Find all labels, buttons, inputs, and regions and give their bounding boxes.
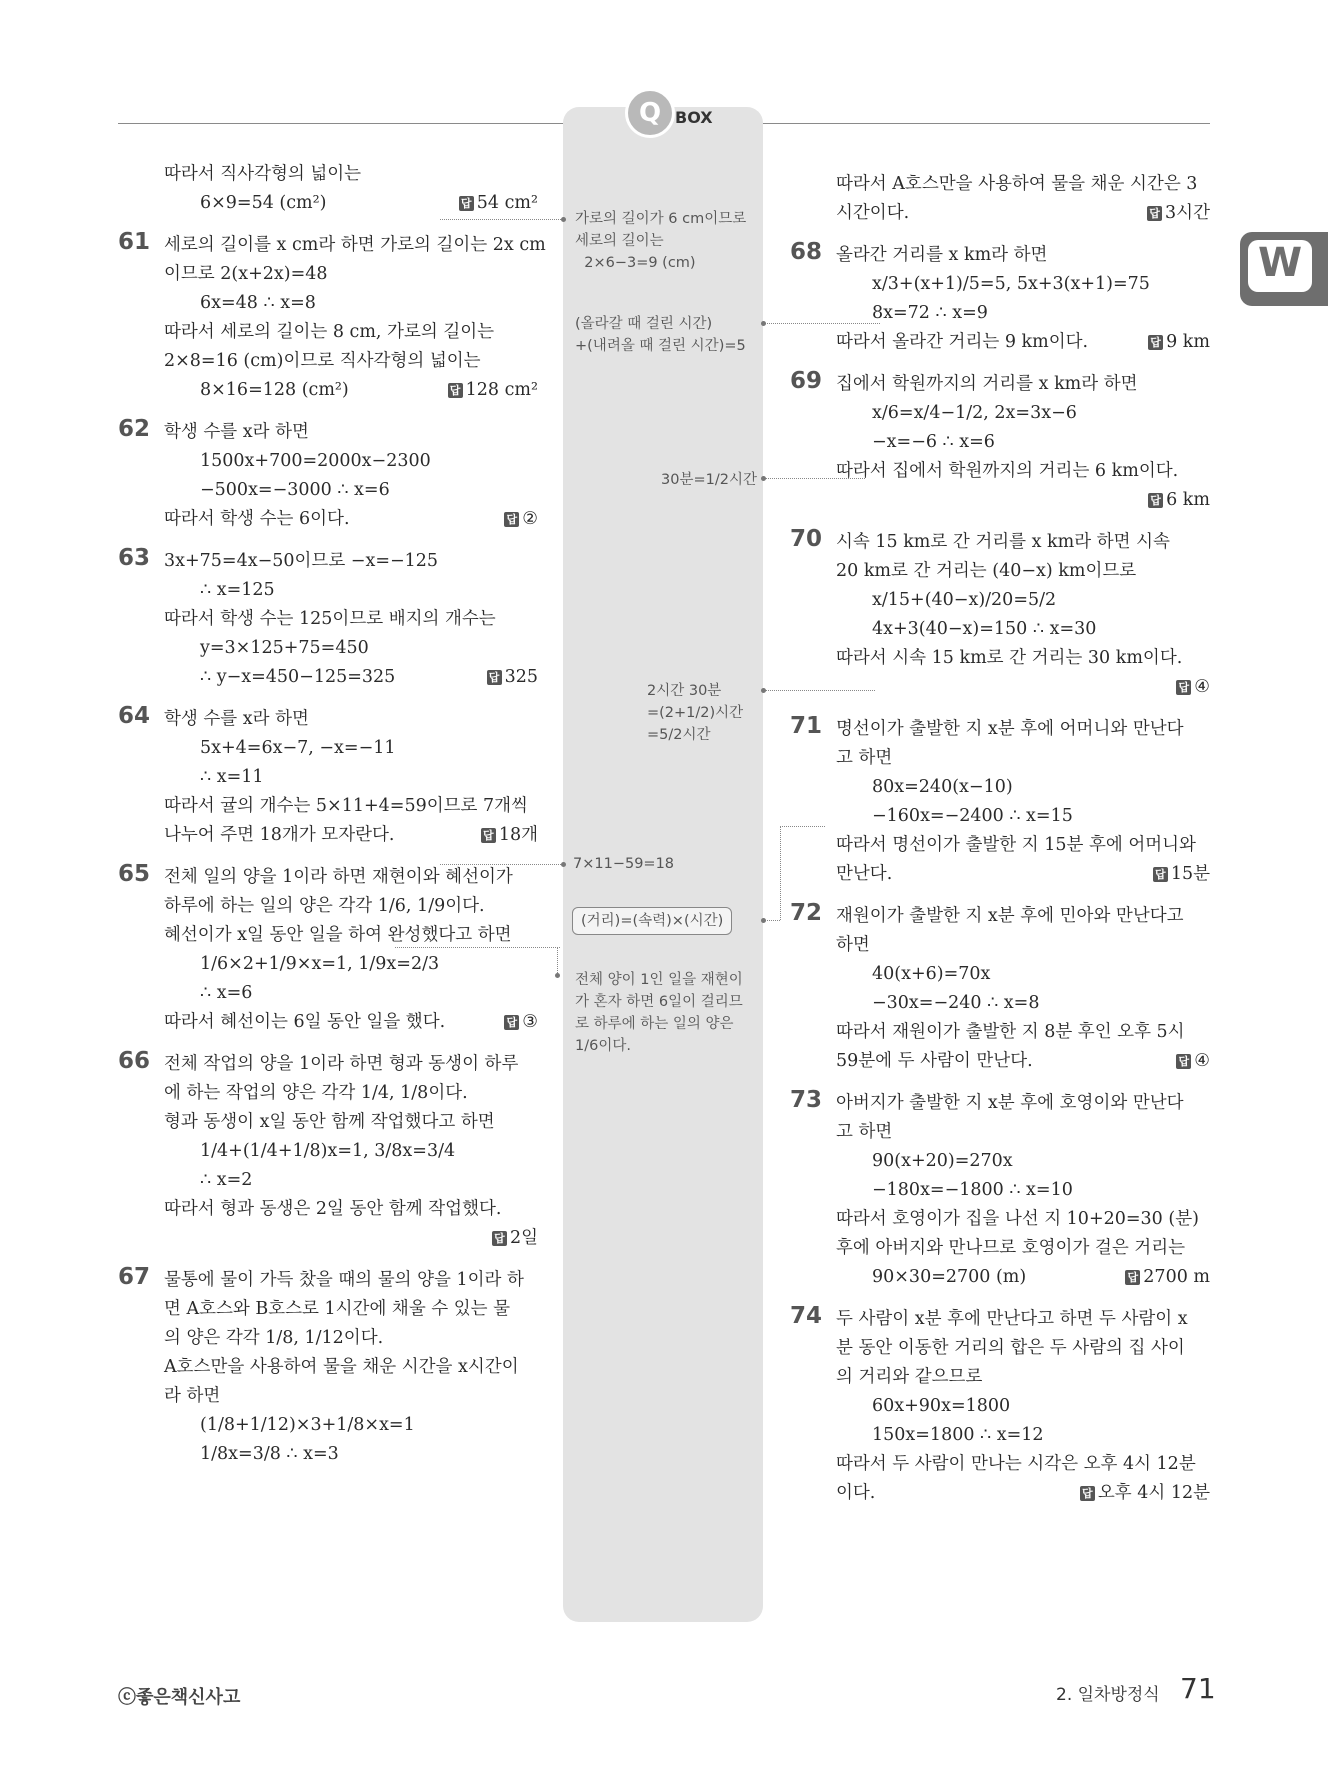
answer-text: 9 km	[1166, 332, 1210, 352]
solution-line	[836, 528, 1210, 557]
solution-line	[836, 744, 1210, 773]
right-column	[790, 170, 1210, 1521]
solution-line	[164, 505, 538, 534]
answer-label	[1125, 1263, 1210, 1292]
solution-line	[836, 644, 1210, 673]
solution-text: −180x=−1800 ∴ x=10	[872, 1180, 1073, 1200]
solution-text: 고 하면	[836, 748, 893, 768]
answer-label	[1176, 673, 1210, 702]
problem-continued	[790, 170, 1210, 228]
leader-line	[765, 478, 865, 479]
leader-dot	[761, 321, 766, 326]
solution-line	[164, 318, 538, 347]
solution-line	[164, 260, 538, 289]
problem-66	[118, 1050, 538, 1253]
answer-icon: 답	[504, 512, 519, 527]
solution-text: 150x=1800 ∴ x=12	[872, 1425, 1044, 1445]
qbox-q-icon: Q	[625, 88, 675, 138]
problem-number: 61	[118, 229, 151, 255]
solution-line	[836, 1421, 1210, 1450]
solution-line	[164, 821, 538, 850]
answer-text: 18개	[498, 825, 538, 845]
solution-text: 만난다.	[836, 864, 893, 884]
solution-text: 혜선이가 x일 동안 일을 하여 완성했다고 하면	[164, 925, 512, 945]
solution-line	[164, 347, 538, 376]
qbox-note-rect-height: 가로의 길이가 6 cm이므로 세로의 길이는 2×6−3=9 (cm)	[575, 211, 747, 271]
solution-text: −500x=−3000 ∴ x=6	[200, 480, 390, 500]
answer-text: 오후 4시 12분	[1097, 1483, 1210, 1503]
solution-line	[164, 547, 538, 576]
solution-text: 따라서 세로의 길이는 8 cm, 가로의 길이는	[164, 322, 495, 342]
problem-63	[118, 547, 538, 692]
solution-text: 세로의 길이를 x cm라 하면 가로의 길이는 2x cm	[164, 235, 546, 255]
solution-text: 학생 수를 x라 하면	[164, 422, 309, 442]
problem-number: 64	[118, 703, 151, 729]
solution-line	[836, 1089, 1210, 1118]
solution-line	[164, 1008, 538, 1037]
answer-icon: 답	[1176, 680, 1191, 695]
problem-69	[790, 370, 1210, 515]
solution-line	[836, 1205, 1210, 1234]
solution-text: 1/6×2+1/9×x=1, 1/9x=2/3	[200, 954, 440, 974]
solution-line	[836, 1305, 1210, 1334]
solution-line	[164, 1166, 538, 1195]
solution-line	[164, 921, 538, 950]
solution-line	[836, 1047, 1210, 1076]
solution-line	[164, 1050, 538, 1079]
solution-text: ∴ y−x=450−125=325	[200, 667, 396, 687]
solution-text: 5x+4=6x−7, −x=−11	[200, 738, 396, 758]
solution-line	[164, 160, 538, 189]
solution-line	[164, 1266, 538, 1295]
problem-number: 63	[118, 545, 151, 571]
solution-line	[164, 792, 538, 821]
solution-line	[164, 476, 538, 505]
problem-number: 65	[118, 861, 151, 887]
answer-text: 3시간	[1165, 203, 1210, 223]
solution-text: −160x=−2400 ∴ x=15	[872, 806, 1073, 826]
solution-text: 분 동안 이동한 거리의 합은 두 사람의 집 사이	[836, 1338, 1185, 1358]
solution-line	[164, 892, 538, 921]
problem-number: 74	[790, 1303, 823, 1329]
solution-text: 따라서 A호스만을 사용하여 물을 채운 시간은 3	[836, 174, 1198, 194]
solution-text: 라 하면	[164, 1386, 221, 1406]
solution-line	[164, 1382, 538, 1411]
problem-body	[164, 863, 538, 1037]
solution-text: 1500x+700=2000x−2300	[200, 451, 431, 471]
chapter-footer: 2. 일차방정식	[1056, 1685, 1160, 1705]
solution-line	[836, 931, 1210, 960]
left-column	[118, 160, 546, 1482]
solution-text: 60x+90x=1800	[872, 1396, 1011, 1416]
problem-body	[836, 370, 1210, 515]
problem-70	[790, 528, 1210, 702]
header-rule-right	[763, 123, 1210, 124]
solution-text: 따라서 학생 수는 6이다.	[164, 509, 350, 529]
solution-line	[164, 1108, 538, 1137]
solution-line	[836, 241, 1210, 270]
solution-text: 시간이다.	[836, 203, 910, 223]
problem-number: 67	[118, 1264, 151, 1290]
solution-line	[836, 715, 1210, 744]
solution-text: 따라서 직사각형의 넓이는	[164, 164, 362, 184]
answer-label	[492, 1224, 538, 1253]
solution-line	[836, 860, 1210, 889]
answer-icon: 답	[1125, 1270, 1140, 1285]
solution-text: 물통에 물이 가득 찼을 때의 물의 양을 1이라 하	[164, 1270, 524, 1290]
solution-text: −30x=−240 ∴ x=8	[872, 993, 1040, 1013]
solution-text: 시속 15 km로 간 거리를 x km라 하면 시속	[836, 532, 1170, 552]
qbox-note-time-sum: (올라갈 때 걸린 시간) +(내려올 때 걸린 시간)=5	[575, 316, 746, 354]
solution-line	[164, 734, 538, 763]
problem-body	[836, 715, 1210, 889]
problem-number: 62	[118, 416, 151, 442]
problem-67	[118, 1266, 538, 1469]
leader-line	[780, 826, 781, 920]
solution-line	[836, 1176, 1210, 1205]
solution-line	[836, 399, 1210, 428]
problem-body	[836, 1089, 1210, 1292]
solution-line	[164, 1195, 538, 1224]
leader-dot	[761, 918, 766, 923]
solution-text: 두 사람이 x분 후에 만난다고 하면 두 사람이 x	[836, 1309, 1188, 1329]
problem-61	[118, 229, 546, 405]
solution-text: 2×8=16 (cm)이므로 직사각형의 넓이는	[164, 351, 481, 371]
problem-64	[118, 705, 538, 850]
solution-text: ∴ x=2	[200, 1170, 253, 1190]
leader-line	[440, 219, 565, 220]
solution-line	[836, 370, 1210, 399]
solution-text: 하면	[836, 935, 870, 955]
solution-line	[836, 1363, 1210, 1392]
solution-text: −x=−6 ∴ x=6	[872, 432, 995, 452]
answer-label	[1080, 1479, 1210, 1508]
answer-icon: 답	[1080, 1486, 1095, 1501]
leader-line	[765, 323, 880, 324]
answer-icon: 답	[504, 1015, 519, 1030]
qbox-note-30min: 30분=1/2시간	[661, 472, 757, 488]
solution-text: y=3×125+75=450	[200, 638, 369, 658]
solution-line	[164, 418, 538, 447]
problem-72	[790, 902, 1210, 1076]
answer-label	[1148, 486, 1210, 515]
solution-line	[164, 576, 538, 605]
solution-line	[836, 1334, 1210, 1363]
solution-text: 6x=48 ∴ x=8	[200, 293, 316, 313]
answer-icon: 답	[481, 828, 496, 843]
page-number: 71	[1180, 1672, 1216, 1705]
solution-text: 명선이가 출발한 지 x분 후에 어머니와 만난다	[836, 719, 1184, 739]
leader-line	[765, 690, 875, 691]
answer-text: ②	[522, 509, 538, 529]
solution-line	[836, 615, 1210, 644]
problem-number: 68	[790, 239, 823, 265]
answer-icon: 답	[1153, 867, 1168, 882]
solution-text: 올라간 거리를 x km라 하면	[836, 245, 1048, 265]
leader-line	[780, 826, 825, 827]
solution-line	[164, 1079, 538, 1108]
solution-line	[164, 1353, 538, 1382]
answer-text: ③	[522, 1012, 538, 1032]
solution-line	[164, 289, 538, 318]
answer-label	[504, 1008, 538, 1037]
problem-body	[164, 160, 538, 218]
solution-text: 1/8x=3/8 ∴ x=3	[200, 1444, 339, 1464]
solution-text: 의 양은 각각 1/8, 1/12이다.	[164, 1328, 384, 1348]
problem-68	[790, 241, 1210, 357]
qbox-label: BOX	[675, 108, 713, 127]
qbox-note-distance-formula: (거리)=(속력)×(시간)	[572, 907, 732, 935]
leader-dot	[561, 862, 566, 867]
solution-text: 에 하는 작업의 양은 각각 1/4, 1/8이다.	[164, 1083, 468, 1103]
solution-text: ∴ x=11	[200, 767, 264, 787]
answer-label	[481, 821, 538, 850]
solution-line	[164, 1411, 538, 1440]
leader-line	[395, 947, 560, 948]
answer-label	[504, 505, 538, 534]
leader-dot	[761, 688, 766, 693]
solution-line	[836, 486, 1210, 515]
solution-text: 3x+75=4x−50이므로 −x=−125	[164, 551, 439, 571]
answer-icon: 답	[1148, 493, 1163, 508]
answer-icon: 답	[492, 1231, 507, 1246]
solution-line	[164, 1324, 538, 1353]
w-icon: W	[1248, 240, 1312, 292]
problem-73	[790, 1089, 1210, 1292]
solution-text: ∴ x=125	[200, 580, 275, 600]
answer-icon: 답	[487, 670, 502, 685]
solution-text: 따라서 재원이가 출발한 지 8분 후인 오후 5시	[836, 1022, 1185, 1042]
solution-line	[836, 1018, 1210, 1047]
answer-icon: 답	[1176, 1054, 1191, 1069]
solution-line	[836, 1263, 1210, 1292]
answer-text: 128 cm²	[465, 380, 538, 400]
solution-text: 고 하면	[836, 1122, 893, 1142]
answer-text: ④	[1194, 677, 1210, 697]
problem-body	[164, 231, 546, 405]
answer-text: ④	[1194, 1051, 1210, 1071]
solution-text: x/6=x/4−1/2, 2x=3x−6	[872, 403, 1077, 423]
answer-text: 325	[504, 667, 538, 687]
problem-number: 66	[118, 1048, 151, 1074]
solution-text: 따라서 시속 15 km로 간 거리는 30 km이다.	[836, 648, 1183, 668]
problem-body	[164, 418, 538, 534]
answer-icon: 답	[448, 383, 463, 398]
solution-text: 59분에 두 사람이 만난다.	[836, 1051, 1033, 1071]
solution-text: ∴ x=6	[200, 983, 253, 1003]
solution-text: x/3+(x+1)/5=5, 5x+3(x+1)=75	[872, 274, 1150, 294]
leader-dot	[761, 476, 766, 481]
solution-text: 따라서 호영이가 집을 나선 지 10+20=30 (분)	[836, 1209, 1199, 1229]
leader-dot	[555, 973, 560, 978]
solution-line	[164, 231, 546, 260]
problem-number: 70	[790, 526, 823, 552]
solution-line	[836, 989, 1210, 1018]
solution-line	[836, 299, 1210, 328]
solution-text: 20 km로 간 거리는 (40−x) km이므로	[836, 561, 1137, 581]
solution-line	[164, 863, 538, 892]
solution-text: 따라서 명선이가 출발한 지 15분 후에 어머니와	[836, 835, 1196, 855]
answer-text: 2700 m	[1143, 1267, 1210, 1287]
solution-text: 따라서 귤의 개수는 5×11+4=59이므로 7개씩	[164, 796, 528, 816]
problem-62	[118, 418, 538, 534]
solution-text: 이다.	[836, 1483, 876, 1503]
answer-text: 2일	[509, 1228, 538, 1248]
publisher-footer: ⓒ좋은책신사고	[118, 1687, 241, 1708]
solution-line	[164, 447, 538, 476]
solution-line	[836, 270, 1210, 299]
solution-text: (1/8+1/12)×3+1/8×x=1	[200, 1415, 415, 1435]
answer-label	[1176, 1047, 1210, 1076]
solution-line	[164, 1137, 538, 1166]
answer-text: 6 km	[1166, 490, 1210, 510]
answer-text: 54 cm²	[476, 193, 538, 213]
solution-line	[164, 189, 538, 218]
solution-text: 이므로 2(x+2x)=48	[164, 264, 328, 284]
problem-number: 71	[790, 713, 823, 739]
solution-text: 따라서 집에서 학원까지의 거리는 6 km이다.	[836, 461, 1179, 481]
solution-line	[164, 1295, 538, 1324]
solution-line	[836, 557, 1210, 586]
answer-label	[1147, 199, 1210, 228]
solution-line	[836, 586, 1210, 615]
solution-line	[836, 902, 1210, 931]
solution-text: 따라서 두 사람이 만나는 시각은 오후 4시 12분	[836, 1454, 1196, 1474]
solution-line	[836, 199, 1210, 228]
solution-line	[836, 831, 1210, 860]
solution-text: x/15+(40−x)/20=5/2	[872, 590, 1057, 610]
solution-line	[164, 1224, 538, 1253]
answer-label	[1153, 860, 1210, 889]
solution-text: 면 A호스와 B호스로 1시간에 채울 수 있는 물	[164, 1299, 511, 1319]
answer-label	[487, 663, 538, 692]
solution-line	[836, 428, 1210, 457]
qbox-note-tangerine: 7×11−59=18	[573, 856, 675, 872]
header-rule-left	[118, 123, 563, 124]
solution-line	[836, 673, 1210, 702]
solution-line	[164, 705, 538, 734]
solution-text: 40(x+6)=70x	[872, 964, 991, 984]
solution-line	[836, 773, 1210, 802]
answer-icon: 답	[459, 196, 474, 211]
solution-text: 나누어 주면 18개가 모자란다.	[164, 825, 395, 845]
answer-icon: 답	[1148, 335, 1163, 350]
problem-body	[164, 705, 538, 850]
leader-line	[557, 947, 558, 975]
qbox-note-work-rate: 전체 양이 1인 일을 재현이 가 혼자 하면 6일이 걸리므 로 하루에 하는 일의 양은 1/6이다.	[575, 972, 743, 1054]
solution-text: 따라서 형과 동생은 2일 동안 함께 작업했다.	[164, 1199, 502, 1219]
solution-text: 전체 일의 양을 1이라 하면 재현이와 혜선이가	[164, 867, 513, 887]
qbox-note-2h30m: 2시간 30분 =(2+1/2)시간 =5/2시간	[647, 683, 744, 743]
solution-line	[836, 1118, 1210, 1147]
solution-text: A호스만을 사용하여 물을 채운 시간을 x시간이	[164, 1357, 519, 1377]
solution-text: 재원이가 출발한 지 x분 후에 민아와 만난다고	[836, 906, 1184, 926]
solution-line	[164, 1440, 538, 1469]
side-tab	[1240, 232, 1328, 306]
problem-body	[836, 241, 1210, 357]
solution-line	[164, 605, 538, 634]
problem-number: 69	[790, 368, 823, 394]
solution-text: 6×9=54 (cm²)	[200, 193, 327, 213]
solution-text: 집에서 학원까지의 거리를 x km라 하면	[836, 374, 1138, 394]
solution-text: 90×30=2700 (m)	[872, 1267, 1027, 1287]
problem-74	[790, 1305, 1210, 1508]
solution-text: 학생 수를 x라 하면	[164, 709, 309, 729]
problem-body	[164, 1266, 538, 1469]
problem-71	[790, 715, 1210, 889]
solution-line	[164, 663, 538, 692]
solution-line	[164, 634, 538, 663]
problem-body	[836, 902, 1210, 1076]
answer-label	[1148, 328, 1210, 357]
solution-text: 의 거리와 같으므로	[836, 1367, 983, 1387]
solution-text: 1/4+(1/4+1/8)x=1, 3/8x=3/4	[200, 1141, 456, 1161]
solution-text: 4x+3(40−x)=150 ∴ x=30	[872, 619, 1097, 639]
answer-label	[459, 189, 538, 218]
answer-text: 15분	[1170, 864, 1210, 884]
solution-line	[836, 1479, 1210, 1508]
solution-text: 따라서 학생 수는 125이므로 배지의 개수는	[164, 609, 496, 629]
solution-line	[836, 328, 1210, 357]
problem-continued	[118, 160, 538, 218]
problem-number: 73	[790, 1087, 823, 1113]
solution-line	[164, 979, 538, 1008]
solution-text: 80x=240(x−10)	[872, 777, 1013, 797]
problem-65	[118, 863, 538, 1037]
solution-text: 전체 작업의 양을 1이라 하면 형과 동생이 하루	[164, 1054, 519, 1074]
solution-line	[836, 802, 1210, 831]
solution-line	[164, 763, 538, 792]
solution-line	[836, 457, 1210, 486]
answer-label	[448, 376, 538, 405]
problem-number: 72	[790, 900, 823, 926]
solution-text: 90(x+20)=270x	[872, 1151, 1013, 1171]
solution-text: 따라서 올라간 거리는 9 km이다.	[836, 332, 1089, 352]
solution-text: 8×16=128 (cm²)	[200, 380, 349, 400]
leader-line	[440, 864, 565, 865]
solution-line	[164, 376, 538, 405]
leader-line	[765, 920, 780, 921]
solution-line	[836, 1450, 1210, 1479]
solution-line	[836, 1147, 1210, 1176]
problem-body	[836, 528, 1210, 702]
solution-line	[836, 1234, 1210, 1263]
solution-text: 8x=72 ∴ x=9	[872, 303, 988, 323]
solution-line	[836, 1392, 1210, 1421]
problem-body	[836, 1305, 1210, 1508]
solution-line	[836, 960, 1210, 989]
solution-line	[836, 170, 1210, 199]
solution-text: 하루에 하는 일의 양은 각각 1/6, 1/9이다.	[164, 896, 485, 916]
solution-text: 후에 아버지와 만나므로 호영이가 걸은 거리는	[836, 1238, 1186, 1258]
solution-text: 따라서 혜선이는 6일 동안 일을 했다.	[164, 1012, 446, 1032]
answer-icon: 답	[1147, 206, 1162, 221]
problem-body	[164, 1050, 538, 1253]
problem-body	[836, 170, 1210, 228]
problem-body	[164, 547, 538, 692]
leader-dot	[561, 217, 566, 222]
solution-line	[164, 950, 538, 979]
solution-text: 형과 동생이 x일 동안 함께 작업했다고 하면	[164, 1112, 495, 1132]
solution-text: 아버지가 출발한 지 x분 후에 호영이와 만난다	[836, 1093, 1184, 1113]
